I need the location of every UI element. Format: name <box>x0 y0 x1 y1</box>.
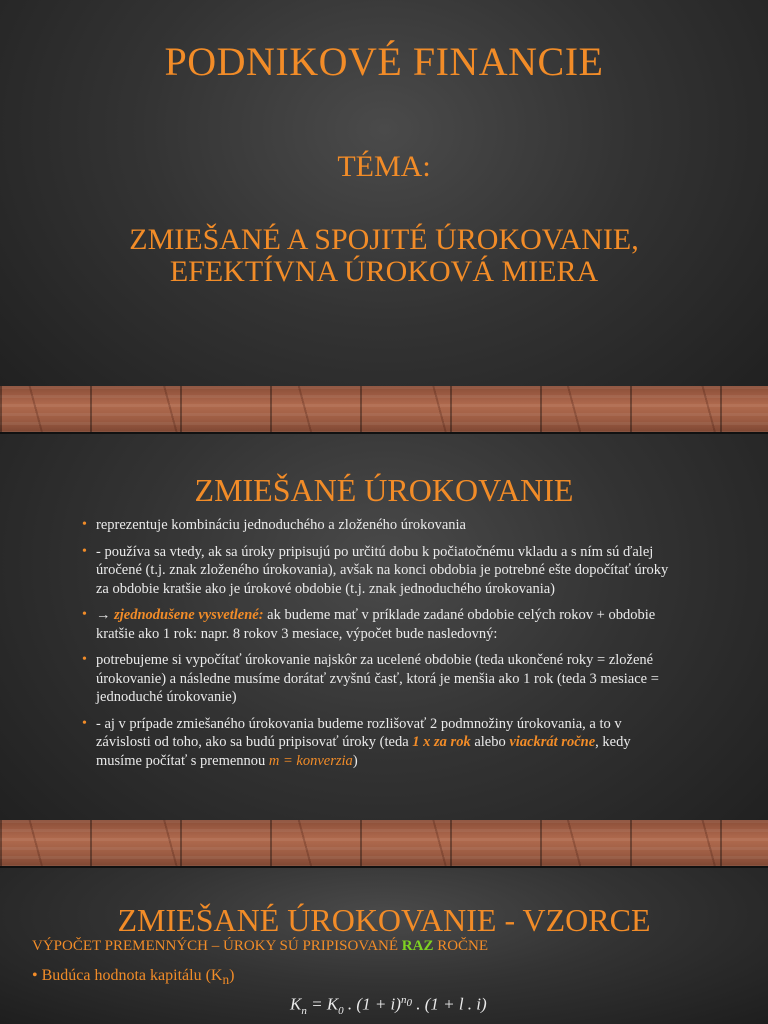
list-item <box>82 543 680 599</box>
variable-text: m = konverzia <box>268 752 353 769</box>
bullet-icon: • <box>82 517 87 532</box>
bullet-text: Budúca hodnota kapitálu (K <box>41 967 223 984</box>
list-item <box>82 606 680 643</box>
subscript: 0 <box>338 1005 344 1018</box>
bullet-text: ) <box>352 752 358 769</box>
wooden-floor-decoration <box>0 386 768 432</box>
bullet-icon: • <box>82 607 87 622</box>
arrow-icon: → <box>96 607 115 623</box>
formula-part: . (1 + l . i) <box>411 994 487 1014</box>
bullet-text: ) <box>229 967 235 984</box>
bullet-icon: • <box>82 715 87 731</box>
emphasis-text: viackrát ročne <box>509 734 596 750</box>
subscript: 0 <box>406 997 412 1010</box>
bullet-text: , kedy musíme počítať s premennou <box>96 734 631 769</box>
topic-text <box>0 224 768 288</box>
bullet-icon: • <box>32 967 38 984</box>
bullet-list <box>82 516 680 778</box>
formula-part: K <box>290 994 302 1014</box>
list-item <box>82 715 680 771</box>
bullet-icon: • <box>82 543 87 559</box>
slide-formulas <box>0 868 768 1024</box>
exponent <box>400 994 412 1010</box>
slide-mixed-interest <box>0 434 768 866</box>
section-subheading <box>32 938 488 955</box>
formula-part: n <box>400 994 407 1006</box>
bullet-text: potrebujeme si vypočítať úrokovanie najskôr za ucelené obdobie (teda ukončené roky = zložené úrokovanie) a následne musíme dorátať zvyšnú časť, ktorá je menšia ako 1 rok (teda 3 mesiace = jednoduché úrokovanie) <box>96 652 659 705</box>
emphasis-text: zjednodušene vysvetlené: <box>114 607 264 623</box>
subscript: n <box>301 1005 307 1018</box>
list-item <box>82 516 680 535</box>
topic-label: TÉMA: <box>337 150 431 183</box>
subscript: n <box>222 972 230 988</box>
wooden-floor-decoration <box>0 820 768 866</box>
slide-title: ZMIEŠANÉ ÚROKOVANIE - VZORCE <box>117 902 651 938</box>
highlight-text: RAZ <box>401 938 434 954</box>
bullet-text: - aj v prípade zmiešaného úrokovania budeme rozlišovať 2 podmnožiny úrokovania, a to v závislosti od toho, ako sa budú pripisovať úroky (teda <box>96 715 622 750</box>
bullet-text: ak budeme mať v príklade zadané obdobie celých rokov + obdobie kratšie ako 1 rok: napr. 8 rokov 3 mesiace, výpočet bude nasledovný: <box>96 607 656 642</box>
list-item <box>32 967 234 988</box>
bullet-text: reprezentuje kombináciu jednoduchého a zloženého úrokovania <box>96 517 466 533</box>
formula-part: = K <box>306 994 339 1014</box>
topic-line-2: EFEKTÍVNA ÚROKOVÁ MIERA <box>169 255 599 288</box>
emphasis-text: 1 x za rok <box>412 734 471 750</box>
topic-line-1: ZMIEŠANÉ A SPOJITÉ ÚROKOVANIE, <box>129 223 639 256</box>
bullet-icon: • <box>82 652 87 667</box>
presentation-title: PODNIKOVÉ FINANCIE <box>164 39 604 84</box>
formula-part: . (1 + i) <box>343 994 401 1014</box>
formula <box>290 994 487 1017</box>
bullet-text: - používa sa vtedy, ak sa úroky pripisujú po určitú dobu k počiatočnému vkladu a s ním sú ďalej úročené (t.j. znak zloženého úrokovania), avšak na konci obdobia je potrebné ešte dopočítať úroky za obdobie kratšie ako je úrokové obdobie (t.j. znak jednoduchého úrokovania) <box>96 543 669 597</box>
bullet-text: alebo <box>470 734 510 750</box>
subheading-text: ROČNE <box>433 938 489 954</box>
slide-title <box>0 0 768 432</box>
subheading-text: VÝPOČET PREMENNÝCH – ÚROKY SÚ PRIPISOVANÉ <box>32 938 402 954</box>
slide-title: ZMIEŠANÉ ÚROKOVANIE <box>194 472 574 508</box>
list-item <box>82 651 680 707</box>
